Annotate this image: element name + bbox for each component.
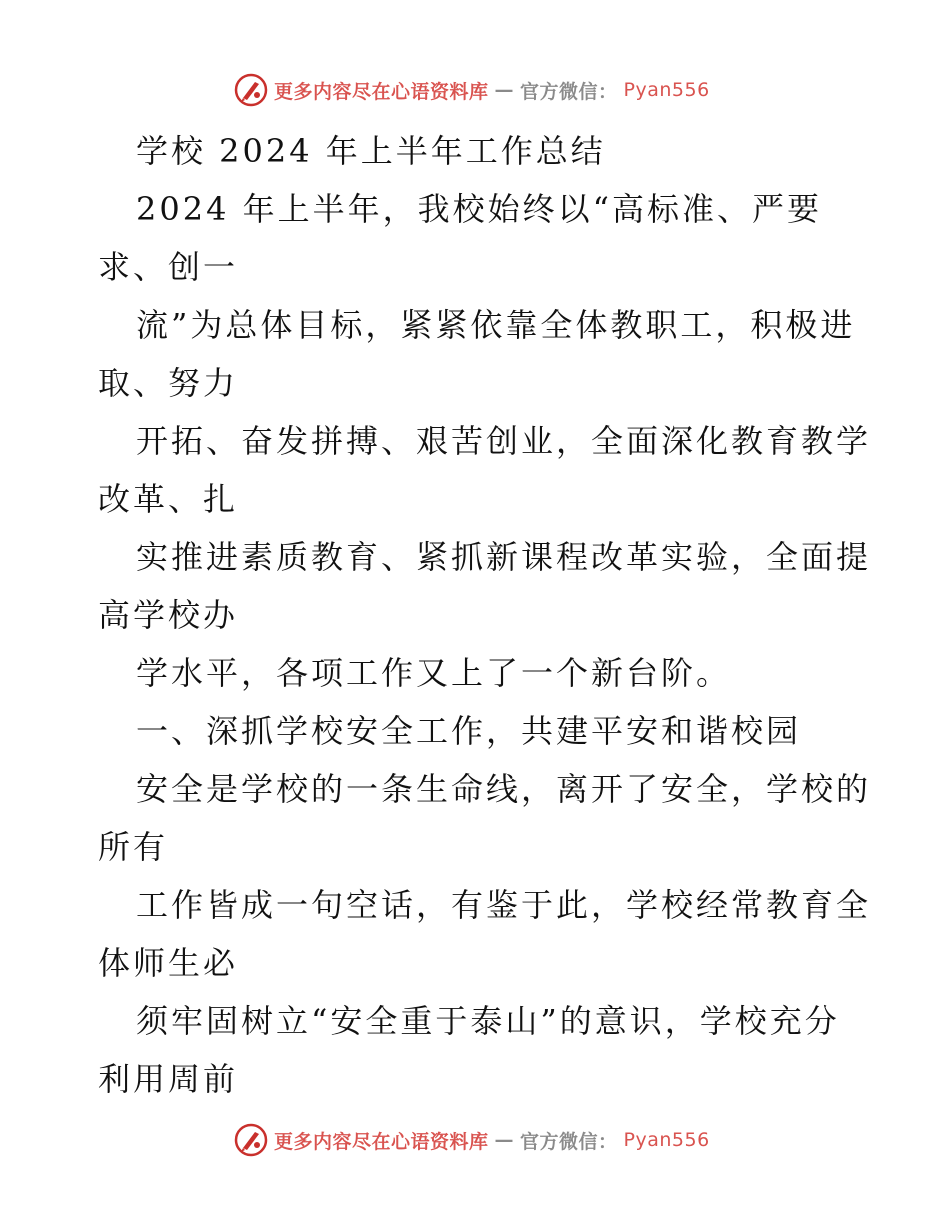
paragraph-line: 2024 年上半年，我校始终以“高标准、严要 (136, 190, 822, 228)
paragraph-line: 高学校办 (98, 596, 239, 634)
header-banner-main-text: 更多内容尽在心语资料库 (274, 80, 489, 103)
quill-pen-logo-icon (234, 73, 268, 107)
header-banner (234, 72, 714, 108)
paragraph-line: 实推进素质教育、紧抓新课程改革实验，全面提 (136, 538, 872, 576)
footer-banner (234, 1122, 714, 1158)
footer-banner-main-text: 更多内容尽在心语资料库 (274, 1130, 489, 1153)
paragraph-line: 取、努力 (98, 364, 239, 402)
paragraph-line: 流”为总体目标，紧紧依靠全体教职工，积极进 (136, 306, 856, 344)
document-body (98, 122, 872, 1108)
header-banner-wechat-label: 官方微信： (520, 80, 618, 103)
footer-banner-dash: — (494, 1129, 515, 1151)
paragraph-line: 须牢固树立“安全重于泰山”的意识，学校充分 (136, 1002, 840, 1040)
footer-banner-wechat-label: 官方微信： (520, 1130, 618, 1153)
paragraph-line: 改革、扎 (98, 480, 239, 518)
header-banner-dash: — (494, 79, 515, 101)
section-heading: 一、深抓学校安全工作，共建平安和谐校园 (136, 712, 802, 750)
footer-banner-wechat-id: Pyan556 (623, 1129, 710, 1151)
header-banner-wechat-id: Pyan556 (623, 79, 710, 101)
paragraph-line: 利用周前 (98, 1060, 239, 1098)
quill-pen-logo-icon (234, 1123, 268, 1157)
paragraph-line: 学水平，各项工作又上了一个新台阶。 (136, 654, 732, 692)
paragraph-line: 开拓、奋发拼搏、艰苦创业，全面深化教育教学 (136, 422, 872, 460)
paragraph-line: 安全是学校的一条生命线，离开了安全，学校的 (136, 770, 872, 808)
paragraph-line: 所有 (98, 828, 169, 866)
document-title: 学校 2024 年上半年工作总结 (136, 132, 606, 170)
paragraph-line: 求、创一 (98, 248, 239, 286)
paragraph-line: 体师生必 (98, 944, 239, 982)
paragraph-line: 工作皆成一句空话，有鉴于此，学校经常教育全 (136, 886, 872, 924)
